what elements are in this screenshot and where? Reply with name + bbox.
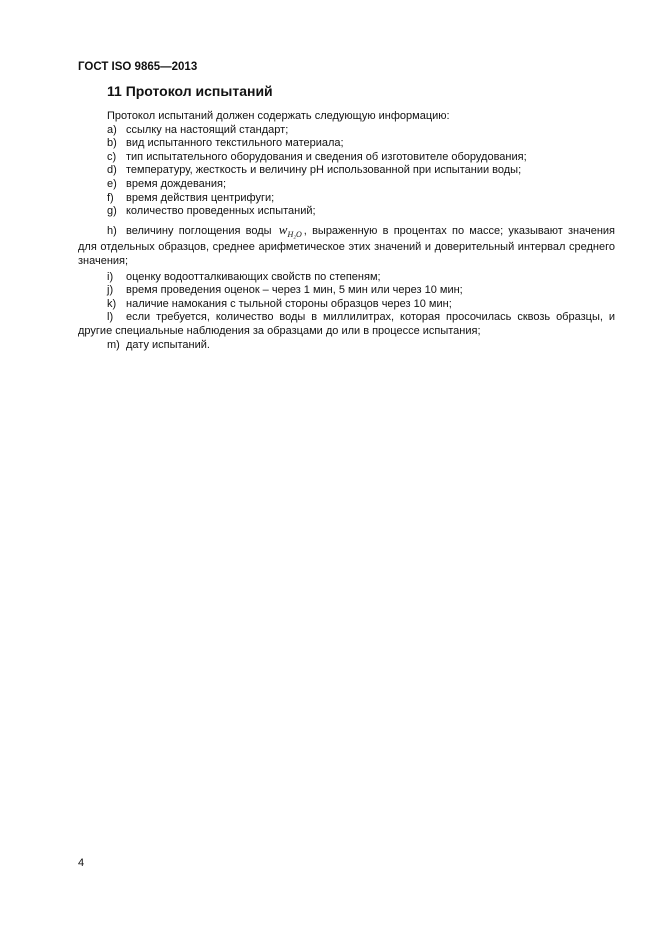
list-item-d xyxy=(78,164,615,178)
list-item-i xyxy=(78,271,615,285)
list-item-e xyxy=(78,178,615,192)
section-title: 11 Протокол испытаний xyxy=(107,83,273,99)
list-marker: b) xyxy=(107,137,117,150)
list-item-text: температуру, жесткость и величину pH использованной при испытании воды; xyxy=(126,164,522,177)
list-item-f xyxy=(78,192,615,206)
list-marker: l) xyxy=(107,311,114,324)
list-item-g xyxy=(78,205,615,219)
list-item-text: время дождевания; xyxy=(126,177,227,190)
list-item-h xyxy=(78,223,615,269)
list-marker: c) xyxy=(107,150,117,163)
list-item-b xyxy=(78,137,615,151)
list-item-m xyxy=(78,339,615,353)
list-item-text: время действия центрифуги; xyxy=(126,191,275,204)
list-marker: k) xyxy=(107,297,117,310)
list-marker: i) xyxy=(107,270,114,283)
formula-subscript: H₂O xyxy=(287,229,302,239)
list-marker: a) xyxy=(107,123,117,136)
list-item-text: тип испытательного оборудования и сведения об изготовителе оборудования; xyxy=(126,150,527,163)
list-marker: h) xyxy=(107,224,117,237)
list-item-text: оценку водоотталкивающих свойств по степеням; xyxy=(126,270,381,283)
page-number: 4 xyxy=(78,857,85,869)
list-item-text: наличие намокания с тыльной стороны образцов через 10 мин; xyxy=(126,297,452,310)
list-item-text: ссылку на настоящий стандарт; xyxy=(126,123,289,136)
formula-symbol: w xyxy=(278,221,288,237)
list-marker: m) xyxy=(107,338,120,351)
list-marker: f) xyxy=(107,191,114,204)
list-item-text: вид испытанного текстильного материала; xyxy=(126,137,344,150)
list-item-k xyxy=(78,298,615,312)
list-item-text: количество проведенных испытаний; xyxy=(126,205,316,218)
list-marker: g) xyxy=(107,205,117,218)
list-marker: j) xyxy=(107,284,114,297)
list-item-c xyxy=(78,151,615,165)
list-item-text: величину поглощения воды xyxy=(126,224,272,237)
water-absorption-formula xyxy=(279,222,302,237)
list-item-text: время проведения оценок – через 1 мин, 5 мин или через 10 мин; xyxy=(126,284,463,297)
intro-paragraph: Протокол испытаний должен содержать следующую информацию: xyxy=(107,110,450,122)
list-marker: e) xyxy=(107,177,117,190)
list-item-j xyxy=(78,284,615,298)
list-item-text: дату испытаний. xyxy=(126,338,210,351)
list-item-text: если требуется, количество воды в миллилитрах, которая просочилась сквозь образцы, и другие специальные наблюдения за образцами до или в процессе испытания; xyxy=(78,311,615,337)
list-item-text-continued: , выраженную в процентах по массе; указывают значения для отдельных образцов, среднее арифметическое этих значений и доверительный интервал среднего значения; xyxy=(78,224,615,267)
list-item-a xyxy=(78,124,615,138)
list-item-l xyxy=(78,311,615,338)
document-header: ГОСТ ISO 9865—2013 xyxy=(78,61,198,73)
list-marker: d) xyxy=(107,164,117,177)
section-body xyxy=(78,110,615,352)
